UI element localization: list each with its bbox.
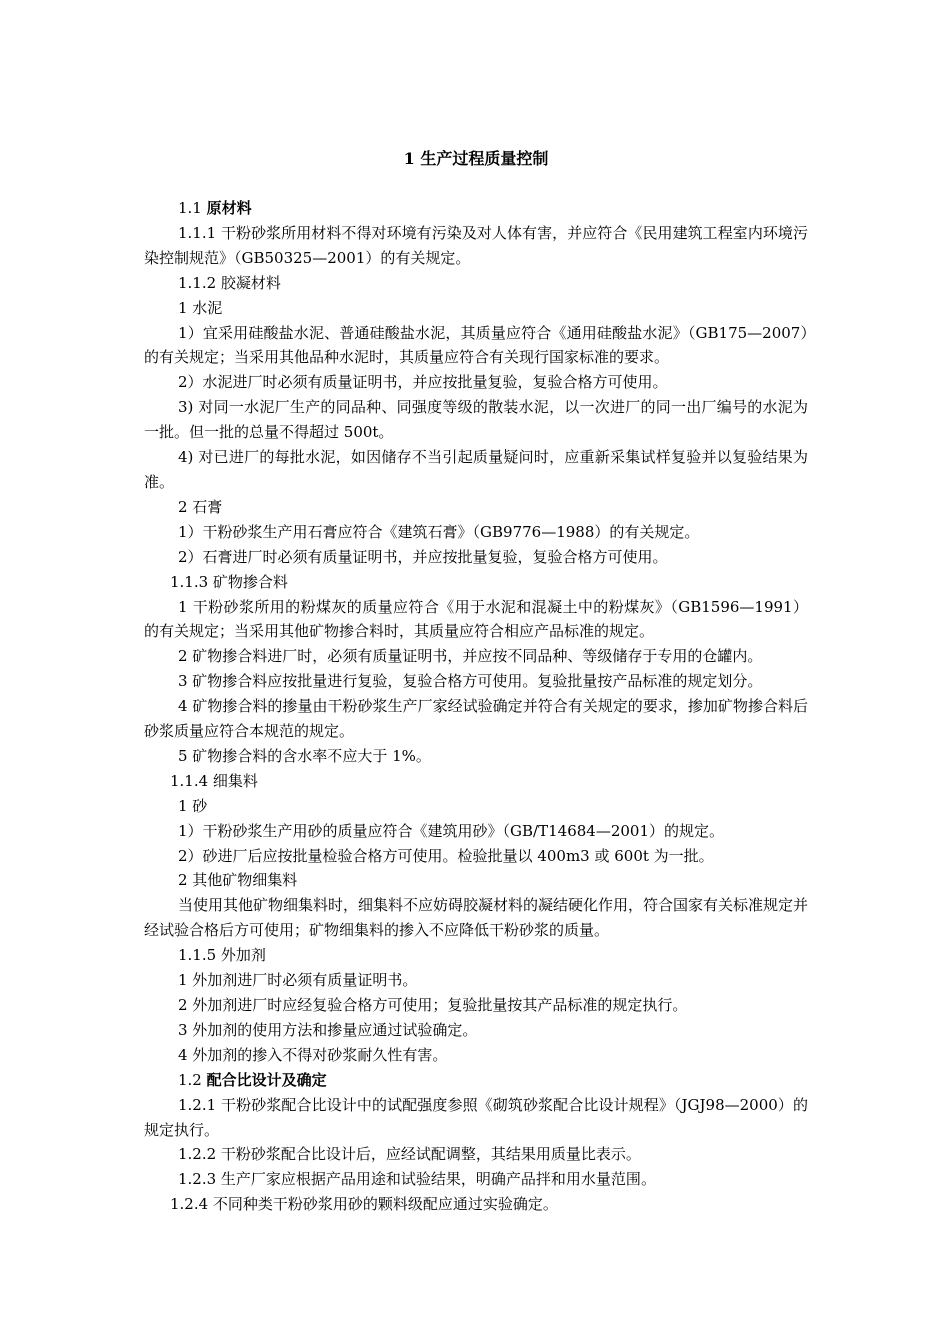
sand-item-2: 2）砂进厂后应按批量检验合格方可使用。检验批量以 400m3 或 600t 为一批。 <box>178 846 714 865</box>
gypsum-item-2: 2）石膏进厂时必须有质量证明书，并应按批量复验，复验合格方可使用。 <box>178 547 668 566</box>
section-label: 配合比设计及确定 <box>206 1070 327 1089</box>
sand-item-1: 1）干粉砂浆生产用砂的质量应符合《建筑用砂》（GB/T14684—2001）的规定。 <box>178 821 725 840</box>
paragraph-1-1-4: 1.1.4 细集料 <box>170 771 258 790</box>
document-title: 1 生产过程质量控制 <box>403 149 549 168</box>
admixture-item-3: 3 外加剂的使用方法和掺量应通过试验确定。 <box>178 1020 478 1039</box>
mineral-item-4: 4 矿物掺合料的掺量由干粉砂浆生产厂家经试验确定并符合有关规定的要求，掺加矿物掺合料后砂浆质量应符合本规范的规定。 <box>144 697 808 741</box>
section-number: 1.2 <box>178 1070 202 1089</box>
paragraph-1-1-1: 1.1.1 干粉砂浆所用材料不得对环境有污染及对人体有害，并应符合《民用建筑工程室内环境污染控制规范》（GB50325—2001）的有关规定。 <box>144 223 808 267</box>
paragraph-1-2-2: 1.2.2 干粉砂浆配合比设计后，应经试配调整，其结果用质量比表示。 <box>178 1145 641 1164</box>
admixture-item-1: 1 外加剂进厂时必须有质量证明书。 <box>178 971 418 990</box>
section-1-2-heading <box>144 1068 808 1093</box>
cement-heading: 1 水泥 <box>178 298 223 317</box>
gypsum-heading: 2 石膏 <box>178 497 223 516</box>
mineral-item-1: 1 干粉砂浆所用的粉煤灰的质量应符合《用于水泥和混凝土中的粉煤灰》（GB1596—1991）的有关规定；当采用其他矿物掺合料时，其质量应符合相应产品标准的规定。 <box>144 597 808 641</box>
paragraph-1-1-5: 1.1.5 外加剂 <box>178 946 266 965</box>
cement-item-1: 1）宜采用硅酸盐水泥、普通硅酸盐水泥，其质量应符合《通用硅酸盐水泥》（GB175—2007）的有关规定；当采用其他品种水泥时，其质量应符合有关现行国家标准的要求。 <box>144 323 808 367</box>
admixture-item-2: 2 外加剂进厂时应经复验合格方可使用；复验批量按其产品标准的规定执行。 <box>178 996 688 1014</box>
other-aggregate-text: 当使用其他矿物细集料时，细集料不应妨碍胶凝材料的凝结硬化作用，符合国家有关标准规定并经试验合格后方可使用；矿物细集料的掺入不应降低干粉砂浆的质量。 <box>144 896 809 940</box>
gypsum-item-1: 1）干粉砂浆生产用石膏应符合《建筑石膏》（GB9776—1988）的有关规定。 <box>178 522 700 541</box>
section-label: 原材料 <box>206 199 252 217</box>
mineral-item-5: 5 矿物掺合料的含水率不应大于 1%。 <box>178 746 431 765</box>
admixture-item-4: 4 外加剂的掺入不得对砂浆耐久性有害。 <box>178 1045 448 1064</box>
paragraph-1-2-3: 1.2.3 生产厂家应根据产品用途和试验结果，明确产品拌和用水量范围。 <box>178 1170 656 1189</box>
other-aggregate-heading: 2 其他矿物细集料 <box>178 871 298 890</box>
section-1-1-heading <box>144 196 808 221</box>
mineral-item-2: 2 矿物掺合料进厂时，必须有质量证明书，并应按不同品种、等级储存于专用的仓罐内。 <box>178 647 763 666</box>
section-number: 1.1 <box>178 199 202 217</box>
document-page <box>144 146 808 1217</box>
sand-heading: 1 砂 <box>178 796 208 815</box>
paragraph-1-1-2: 1.1.2 胶凝材料 <box>178 273 281 292</box>
cement-item-2: 2）水泥进厂时必须有质量证明书，并应按批量复验，复验合格方可使用。 <box>178 373 668 392</box>
paragraph-1-2-1: 1.2.1 干粉砂浆配合比设计中的试配强度参照《砌筑砂浆配合比设计规程》（JGJ98—2000）的规定执行。 <box>144 1095 808 1139</box>
paragraph-1-1-3: 1.1.3 矿物掺合料 <box>170 572 288 591</box>
cement-item-3: 3) 对同一水泥厂生产的同品种、同强度等级的散装水泥，以一次进厂的同一出厂编号的水泥为一批。但一批的总量不得超过 500t。 <box>144 398 808 442</box>
paragraph-1-2-4: 1.2.4 不同种类干粉砂浆用砂的颗料级配应通过实验确定。 <box>170 1195 558 1214</box>
mineral-item-3: 3 矿物掺合料应按批量进行复验，复验合格方可使用。复验批量按产品标准的规定划分。 <box>178 672 763 691</box>
cement-item-4: 4) 对已进厂的每批水泥，如因储存不当引起质量疑问时，应重新采集试样复验并以复验结果为准。 <box>144 448 808 491</box>
